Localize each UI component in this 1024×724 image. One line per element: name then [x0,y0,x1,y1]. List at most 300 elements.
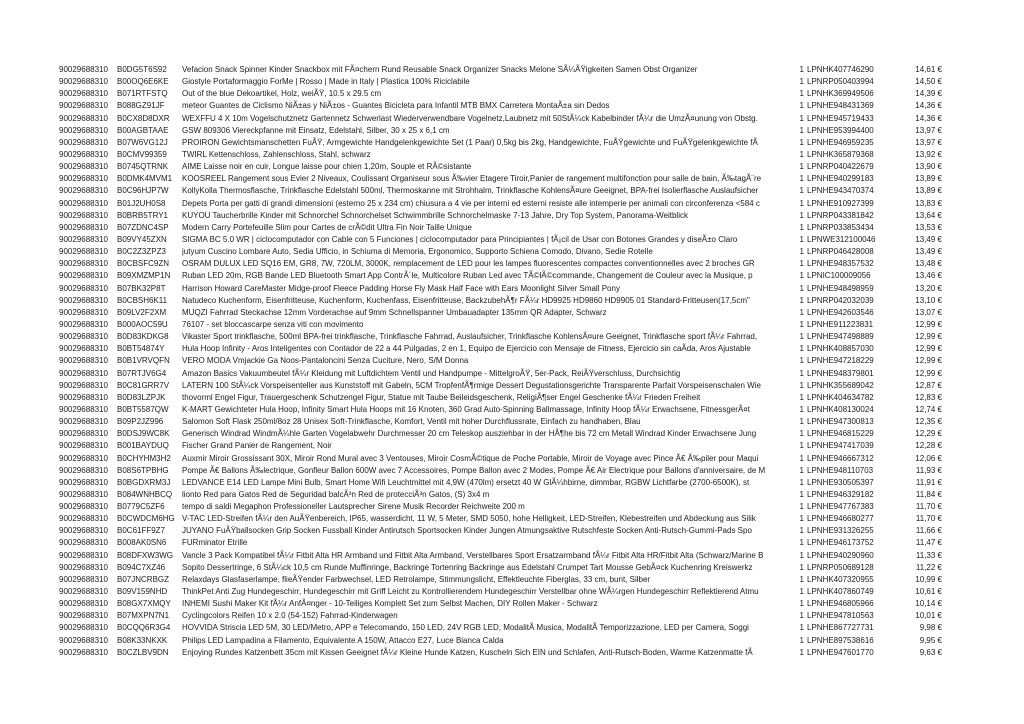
asin-code: B07W6VG12J [117,137,168,147]
quantity: 1 [799,271,804,281]
price: 13,48 € [915,259,942,269]
price: 13,49 € [915,247,942,257]
table-row [59,477,942,489]
asin-code: B0C2Z3ZPZ3 [117,247,166,257]
asin-code: B08S6TPBHG [117,465,169,475]
asin-code: B09VY45ZXN [117,234,167,244]
order-number: 90029688310 [59,562,108,572]
table-row [59,295,942,307]
product-description: Amazon Basics Vakuumbeutel fÃ¼r Kleidung mit Luftdichtem Ventil und Handpumpe - MittelgroÃŸ, 5er-Pack, ReiÃŸverschluss, Durchsichtig [182,368,681,378]
product-description: Pompe Ã€ Ballons Ã‰lectrique, Gonfleur Ballon 600W avec 7 Accessoires, Pompe Ballon avec 2 Modes, Pompe Ã€ Air Electrique pour Ballons d'anniversaire, de M [182,465,766,475]
table-row [59,513,942,525]
asin-code: B001BAYDUQ [117,441,169,451]
price: 9,98 € [919,623,942,633]
lpn-code: LPNHE946667312 [807,453,874,463]
price: 13,83 € [915,198,942,208]
quantity: 1 [799,647,804,657]
quantity: 1 [799,89,804,99]
asin-code: B0CBSFC9ZN [117,259,170,269]
quantity: 1 [799,514,804,524]
asin-code: B08K33NKXK [117,635,168,645]
table-row [59,416,942,428]
asin-code: B07RTJV6G4 [117,368,167,378]
asin-code: B084WNHBCQ [117,489,173,499]
asin-code: B0CHYHM3H2 [117,453,171,463]
order-number: 90029688310 [59,307,108,317]
quantity: 1 [799,247,804,257]
product-description: Vancle 3 Pack Kompatibel fÃ¼r Fitbit Alta HR Armband und Fitbit Alta Armband, Verstellbares Sport Ersatzarmband fÃ¼r Fitbit Alta HR/Fitbit Alta (Schwarz/Marine B [182,550,764,560]
table-row [59,113,942,125]
asin-code: B07JNCRBGZ [117,574,170,584]
product-description: Out of the blue Dekoartikel, Holz, weiÃŸ, 10.5 x 29.5 cm [182,89,382,99]
table-row [59,489,942,501]
product-description: thovorml Engel Figur, Trauergeschenk Schutzengel Figur, Statue mit Taube Beileidsgeschenk, ReligiÃ¶ser Engel Geschenke fÃ¼r Frieden Freiheit [182,392,701,402]
product-description: V-TAC LED-Streifen fÃ¼r den AuÃŸenbereich, IP65, wasserdicht, 11 W, 5 Meter, SMD 5050, hohe Helligkeit, LED-Streifen, Klebestreifen und Abdeckung aus Silik [182,514,756,524]
asin-code: B07ZDNC4SP [117,222,169,232]
quantity: 1 [799,550,804,560]
price: 12,99 € [915,319,942,329]
asin-code: B09LV2F2XM [117,307,167,317]
quantity: 1 [799,356,804,366]
table-row [59,270,942,282]
order-number: 90029688310 [59,198,108,208]
table-row [59,149,942,161]
order-number: 90029688310 [59,550,108,560]
price: 11,22 € [915,562,942,572]
order-number: 90029688310 [59,611,108,621]
asin-code: B0CZLBV9DN [117,647,169,657]
order-number: 90029688310 [59,599,108,609]
asin-code: B0CMV99359 [117,149,167,159]
order-number: 90029688310 [59,453,108,463]
lpn-code: LPNHE947601770 [807,647,874,657]
lpn-code: LPNRP046428008 [807,247,874,257]
product-description: VERO MODA Vmjackie Ga Noos-Pantaloncini Senza Cuciture, Nero, S/M Donna [182,356,469,366]
quantity: 1 [799,526,804,536]
price: 10,61 € [915,587,942,597]
lpn-code: LPNWE312100046 [807,234,876,244]
product-description: ThinkPet Anti Zug Hundegeschirr, Hundegeschirr mit Griff Leicht zu Kontrollierendem Hundegeschirr Verstellbar ohne WÃ¼rgen Hundegeschirr Reflektierend Atmu [182,587,759,597]
lpn-code: LPNRP040422679 [807,162,874,172]
order-number: 90029688310 [59,319,108,329]
order-number: 90029688310 [59,623,108,633]
product-description: Vikaster Sport trinkflasche, 500ml BPA-frei trinkflasche, Trinkflasche Fahrrad, Auslaufsicher, Trinkflasche KohlensÃ¤ure Geeignet, Trinkflasche sport fÃ¼r Fahrrad, [182,332,758,342]
order-number: 90029688310 [59,259,108,269]
asin-code: B008AK0SN6 [117,538,167,548]
asin-code: B00AGBTAAE [117,125,169,135]
price: 11,70 € [915,514,942,524]
table-row [59,647,942,659]
quantity: 1 [799,149,804,159]
quantity: 1 [799,234,804,244]
price: 12,35 € [915,417,942,427]
quantity: 1 [799,441,804,451]
lpn-code: LPNHE948498959 [807,283,874,293]
asin-code: B088GZ91JF [117,101,165,111]
quantity: 1 [799,113,804,123]
asin-code: B07BK32P8T [117,283,166,293]
quantity: 1 [799,587,804,597]
table-row [59,258,942,270]
table-row [59,635,942,647]
quantity: 1 [799,210,804,220]
price: 11,91 € [915,477,942,487]
lpn-code: LPNHK365879368 [807,149,874,159]
quantity: 1 [799,332,804,342]
table-row [59,537,942,549]
price: 12,87 € [915,380,942,390]
price: 12,99 € [915,356,942,366]
product-description: Fischer Grand Panier de Rangement, Noir [182,441,332,451]
quantity: 1 [799,502,804,512]
table-row [59,125,942,137]
order-number: 90029688310 [59,380,108,390]
product-description: FURminator Etrille [182,538,248,548]
lpn-code: LPNHE942603546 [807,307,874,317]
order-number: 90029688310 [59,137,108,147]
product-description: INHEMI Sushi Maker Kit fÃ¼r AnfÃ¤nger - 10-Teiliges Komplett Set zum Selbst Machen, DIY Rollen Maker - Schwarz [182,599,598,609]
product-description: Depets Porta per gatti di grandi dimensioni (esterno 25 x 234 cm) chiusura a 4 vie per interni ed esterni resiste alle intemperie per animali con circonferenza <584 c [182,198,760,208]
table-row [59,380,942,392]
lpn-code: LPNHE948379801 [807,368,874,378]
price: 13,20 € [915,283,942,293]
lpn-code: LPNHK404634782 [807,392,874,402]
price: 13,89 € [915,174,942,184]
quantity: 1 [799,380,804,390]
order-number: 90029688310 [59,356,108,366]
lpn-code: LPNHE947810563 [807,611,874,621]
lpn-code: LPNHE931326255 [807,526,874,536]
price: 11,70 € [915,502,942,512]
lpn-code: LPNRP042032039 [807,295,874,305]
table-row [59,598,942,610]
price: 9,95 € [919,635,942,645]
asin-code: B09V159NHD [117,587,168,597]
product-description: tempo di saldi Megaphon Professioneller Lautsprecher Sirene Musik Recorder Reichweite 200 m [182,502,525,512]
table-row [59,586,942,598]
asin-code: B0CQQ6R3G4 [117,623,171,633]
quantity: 1 [799,101,804,111]
price: 14,39 € [915,89,942,99]
price: 13,89 € [915,186,942,196]
lpn-code: LPNHE940290960 [807,550,874,560]
price: 12,83 € [915,392,942,402]
quantity: 1 [799,198,804,208]
table-row [59,501,942,513]
product-description: Relaxdays Glasfaserlampe, flieÃŸender Farbwechsel, LED Retrolampe, Stimmungslicht, Effektleuchte Fiberglas, 33 cm, bunt, Silber [182,574,651,584]
lpn-code: LPNHK407746290 [807,65,874,74]
table-row [59,161,942,173]
quantity: 1 [799,307,804,317]
product-description: KUYOU Taucherbrille Kinder mit Schnorchel Schnorchelset Schwimmbrille Schnorchelmaske 7-13 Jahre, Dry Top System, Panorama-Weitblick [182,210,688,220]
order-number: 90029688310 [59,77,108,87]
table-row [59,283,942,295]
price: 11,47 € [915,538,942,548]
price: 14,61 € [915,65,942,74]
price: 12,06 € [915,453,942,463]
asin-code: B0BT54874Y [117,344,165,354]
product-description: Harrison Howard CareMaster Midge-proof Fleece Padding Horse Fly Mask Half Face with Ears Moonlight Silver Small Pony [182,283,620,293]
table-row [59,76,942,88]
table-row [59,392,942,404]
order-number: 90029688310 [59,441,108,451]
price: 14,36 € [915,101,942,111]
lpn-code: LPNHE947218229 [807,356,874,366]
asin-code: B000AOC59U [117,319,168,329]
product-description: HOVVIDA Striscia LED 5M, 30 LED/Metro, APP e Telecomando, 150 LED, 24V RGB LED, ModalitÃ Musica, ModalitÃ Temporizzazione, LED per Camera, Soggi [182,623,749,633]
price: 13,10 € [915,295,942,305]
asin-code: B07MXPN7N1 [117,611,170,621]
table-row [59,88,942,100]
lpn-code: LPNRP050689128 [807,562,874,572]
order-number: 90029688310 [59,65,108,74]
price: 14,36 € [915,113,942,123]
quantity: 1 [799,417,804,427]
product-description: meteor Guantes de Ciclismo NiÃ±as y NiÃ±os - Guantes Bicicleta para Infantil MTB BMX Carretera MontaÃ±a sin Dedos [182,101,610,111]
asin-code: B0CWDCM6HG [117,514,175,524]
asin-code: B0745QTRNK [117,162,169,172]
asin-code: B01J2UH0S8 [117,198,166,208]
table-row [59,550,942,562]
order-number: 90029688310 [59,125,108,135]
product-description: Ruban LED 20m, RGB Bande LED Bluetooth Smart App ContrÃ´le, Multicolore Ruban Led avec TÃ©lÃ©commande, Changement de Couleur avec la Musique, p [182,271,753,281]
price: 10,01 € [915,611,942,621]
table-row [59,610,942,622]
product-description: Modern Carry Portefeuille Slim pour Cartes de crÃ©dit Ultra Fin Noir Taille Unique [182,222,472,232]
lpn-code: LPNHK407860749 [807,587,874,597]
asin-code: B08GX7XMQY [117,599,171,609]
asin-code: B09XMZMP1N [117,271,171,281]
table-row [59,525,942,537]
product-description: Hula Hoop Infinity - Aros Inteligentes con Contador de 22 a 44 Pulgadas, 2 en 1, Equipo de Ejercicio con Mensaje de Fitness, Ejercicio sin caÃda, Aros Ajustable [182,344,751,354]
product-description: GSW 809306 Viereckpfanne mit Einsatz, Edelstahl, Silber, 30 x 25 x 6,1 cm [182,125,450,135]
table-row [59,100,942,112]
lpn-code: LPNHE945719433 [807,113,874,123]
price: 13,53 € [915,222,942,232]
product-description: KollyKolla Thermosflasche, Trinkflasche Edelstahl 500ml, Thermoskanne mit Strohhalm, Trinkflasche KohlensÃ¤ure Geeignet, BPA-frei Isolierflasche Auslaufsicher [182,186,759,196]
lpn-code: LPNHK369949506 [807,89,874,99]
order-number: 90029688310 [59,489,108,499]
asin-code: B0CX8D8DXR [117,113,170,123]
product-description: WEXFFU 4 X 10m Vogelschutznetz Gartennetz Schwerlast Wiederverwendbare Vogelnetz,Laubnetz mit 50StÃ¼ck Kabelbinder fÃ¼r die UmzÃ¤unung von Obstg. [182,113,758,123]
table-row [59,319,942,331]
quantity: 1 [799,125,804,135]
order-number: 90029688310 [59,162,108,172]
table-row [59,331,942,343]
lpn-code: LPNHE930505397 [807,477,874,487]
order-number: 90029688310 [59,113,108,123]
table-row [59,185,942,197]
quantity: 1 [799,623,804,633]
asin-code: B094C7XZ46 [117,562,166,572]
price: 11,66 € [915,526,942,536]
price: 13,49 € [915,234,942,244]
quantity: 1 [799,477,804,487]
lpn-code: LPNRP033853434 [807,222,874,232]
asin-code: B0BGDXRM3J [117,477,171,487]
product-description: Philips LED Lampadina a Filamento, Equivalente A 150W, Attacco E27, Luce Bianca Calda [182,635,504,645]
table-row [59,465,942,477]
asin-code: B0BRB5TRY1 [117,210,168,220]
quantity: 1 [799,283,804,293]
quantity: 1 [799,222,804,232]
lpn-code: LPNHE946329182 [807,489,874,499]
product-description: Enjoying Rundes Katzenbett 35cm mit Kissen Geeignet fÃ¼r Kleine Hunde Katzen, Kuscheln Sich EIN und Schlafen, Anti-Rutsch-Boden, Warme Katzenmatte fÃ [182,647,753,657]
price: 9,63 € [919,647,942,657]
product-description: Giostyle Portaformaggio ForMe | Rosso | Made in Italy | Plastica 100% Riciclabile [182,77,470,87]
product-description: K-MART Gewichteter Hula Hoop, Infinity Smart Hula Hoops mit 16 Knoten, 360 Grad Auto-Spinning Ballmassage, Infinity Hoop fÃ¼r Erwachsene, FitnessgerÃ¤t [182,404,750,414]
table-row [59,440,942,452]
product-description: Vefacion Snack Spinner Kinder Snackbox mit FÃ¤chern Rund Reusable Snack Organizer Snacks Melone SÃ¼ÃŸigkeiten Samen Obst Organizer [182,65,698,74]
order-number: 90029688310 [59,344,108,354]
quantity: 1 [799,344,804,354]
order-number: 90029688310 [59,574,108,584]
lpn-code: LPNHE947417039 [807,441,874,451]
order-number: 90029688310 [59,429,108,439]
order-number: 90029688310 [59,404,108,414]
product-description: PROIRON Gewichtsmanschetten FuÃŸ, Armgewichte Handgelenkgewichte Set (1 Paar) 0,5kg bis 2kg, Handgewichte, FuÃŸgewichte und FuÃŸgelenkgewichte fÃ [182,137,758,147]
lpn-code: LPNHE946805966 [807,599,874,609]
product-description: Salomon Soft Flask 250ml/8oz 28 Unisex Soft-Trinkflasche, Komfort, Ventil mit hoher Durchflussrate, Einfach zu handhaben, Blau [182,417,641,427]
order-number: 90029688310 [59,101,108,111]
order-number: 90029688310 [59,538,108,548]
order-number: 90029688310 [59,283,108,293]
lpn-code: LPNHE948431369 [807,101,874,111]
quantity: 1 [799,295,804,305]
table-row [59,562,942,574]
table-row [59,64,942,76]
product-description: Cyclingcolors Reifen 10 x 2.0 (54-152) Fahrrad-Kinderwagen [182,611,398,621]
lpn-code: LPNHE948110703 [807,465,874,475]
lpn-code: LPNHE910927399 [807,198,874,208]
quantity: 1 [799,259,804,269]
table-row [59,222,942,234]
quantity: 1 [799,186,804,196]
quantity: 1 [799,368,804,378]
lpn-code: LPNRP050403994 [807,77,874,87]
lpn-code: LPNHE947498889 [807,332,874,342]
lpn-code: LPNHE946815229 [807,429,874,439]
lpn-code: LPNHE946680277 [807,514,874,524]
quantity: 1 [799,465,804,475]
price: 11,84 € [915,489,942,499]
asin-code: B0DSJ9WC8K [117,429,170,439]
lpn-code: LPNHE946959235 [807,137,874,147]
lpn-code: LPNHE867727731 [807,623,874,633]
price: 13,64 € [915,210,942,220]
order-number: 90029688310 [59,514,108,524]
table-row [59,404,942,416]
price: 13,97 € [915,125,942,135]
lpn-code: LPNHE897538616 [807,635,874,645]
product-description: Sopito Dessertringe, 6 StÃ¼ck 10,5 cm Runde Muffinringe, Backringe Tortenring Backringe aus Edelstahl Crumpet Tart Mousse GebÃ¤ck Kuchenring Kreiswerkz [182,562,753,572]
table-row [59,234,942,246]
lpn-code: LPNHK407320955 [807,574,874,584]
order-number: 90029688310 [59,247,108,257]
order-number: 90029688310 [59,647,108,657]
price: 12,99 € [915,344,942,354]
price: 12,99 € [915,332,942,342]
quantity: 1 [799,319,804,329]
order-number: 90029688310 [59,210,108,220]
lpn-code: LPNHE947300813 [807,417,874,427]
table-row [59,198,942,210]
price: 13,07 € [915,307,942,317]
quantity: 1 [799,404,804,414]
order-number: 90029688310 [59,526,108,536]
table-row [59,428,942,440]
product-description: MUQZI Fahrrad Steckachse 12mm Vorderachse auf 9mm Schnellspanner Umbauadapter 135mm QR Adapter, Schwarz [182,307,607,317]
order-number: 90029688310 [59,392,108,402]
price: 13,90 € [915,162,942,172]
asin-code: B0DMK4MVM1 [117,174,173,184]
asin-code: B0CBSH6K11 [117,295,168,305]
quantity: 1 [799,453,804,463]
lpn-code: LPNRP043381842 [807,210,874,220]
quantity: 1 [799,489,804,499]
lpn-code: LPNHK355689042 [807,380,874,390]
product-description: Natudeco Kuchenform, Eisenfritteuse, Kuchenform, Kuchenfass, Eisenfritteuse, BackzubehÃ¶r FÃ¼r HD9925 HD9860 HD9905 01 Standard-Fritteusen(17,5cm" [182,295,750,305]
product-description: Generisch Windrad WindmÃ¼hle Garten Vogelabwehr Durchmesser 20 cm Teleskop ausziehbar in der HÃ¶he bis 72 cm Metall Windrad Kinder Erwachsene Jung [182,429,757,439]
table-row [59,173,942,185]
table-row [59,210,942,222]
price: 13,92 € [915,149,942,159]
order-number: 90029688310 [59,465,108,475]
product-description: 76107 - set bloccascarpe senza viti con movimento [182,319,364,329]
table-row [59,574,942,586]
table-row [59,343,942,355]
product-description: TWIRL Kettenschloss, Zahlenschloss, Stahl, schwarz [182,149,371,159]
price: 12,99 € [915,368,942,378]
lpn-code: LPNHE940299183 [807,174,874,184]
lpn-code: LPNHK408130024 [807,404,874,414]
quantity: 1 [799,137,804,147]
table-row [59,137,942,149]
product-description: AIME Laisse noir en cuir, Longue laisse pour chien 1,20m, Souple et RÃ©sistante [182,162,472,172]
quantity: 1 [799,65,804,74]
table-row [59,368,942,380]
quantity: 1 [799,174,804,184]
table-row [59,453,942,465]
price: 12,74 € [915,404,942,414]
asin-code: B0C81GRR7V [117,380,170,390]
price: 10,14 € [915,599,942,609]
lpn-code: LPNIC100009056 [807,271,871,281]
asin-code: B0B1VRVQFN [117,356,170,366]
lpn-code: LPNHE911223831 [807,319,874,329]
table-row [59,622,942,634]
quantity: 1 [799,77,804,87]
quantity: 1 [799,429,804,439]
price: 14,50 € [915,77,942,87]
asin-code: B08DFXW3WG [117,550,174,560]
product-description: LATERN 100 StÃ¼ck Vorspeisenteller aus Kunststoff mit Gabeln, 5CM TropfenfÃ¶rmige Dessert Degustationsgerichte Transparente Parfait Vorspeisenschalen Wie [182,380,761,390]
asin-code: B071RTFSTQ [117,89,168,99]
product-list-table [59,64,942,659]
order-number: 90029688310 [59,477,108,487]
asin-code: B0779C5ZF6 [117,502,165,512]
price: 12,28 € [915,441,942,451]
lpn-code: LPNHE943470374 [807,186,874,196]
asin-code: B0C96HJP7W [117,186,169,196]
order-number: 90029688310 [59,186,108,196]
order-number: 90029688310 [59,234,108,244]
product-description: lionto Red para Gatos Red de Seguridad balcÃ³n Red de protecciÃ³n Gatos, (S) 3x4 m [182,489,490,499]
price: 10,99 € [915,574,942,584]
order-number: 90029688310 [59,502,108,512]
asin-code: B00OQ6E6KE [117,77,169,87]
order-number: 90029688310 [59,149,108,159]
